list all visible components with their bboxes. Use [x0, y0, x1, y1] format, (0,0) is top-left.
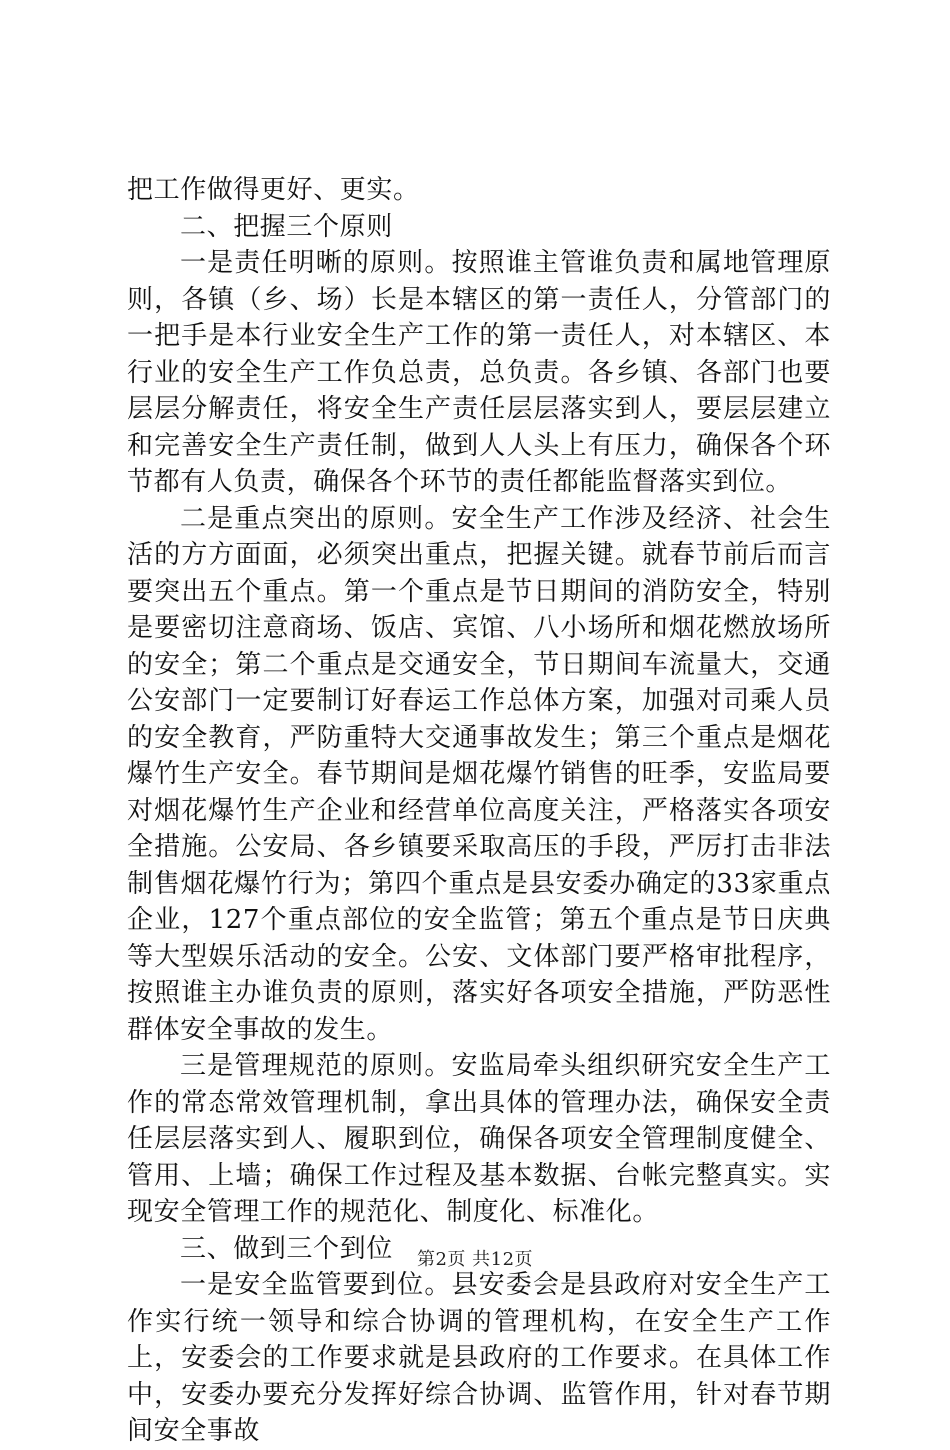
paragraph-in-place-one: 一是安全监管要到位。县安委会是县政府对安全生产工作实行统一领导和综合协调的管理机构，在安全生产工作上，安委会的工作要求就是县政府的工作要求。在具体工作中，安委办要充分发挥好综合协调、监管作用，针对春节期间安全事故	[127, 1270, 831, 1446]
paragraph-principle-two: 二是重点突出的原则。安全生产工作涉及经济、社会生活的方方面面，必须突出重点，把握关键。就春节前后而言要突出五个重点。第一个重点是节日期间的消防安全，特别是要密切注意商场、饭店、宾馆、八小场所和烟花燃放场所的安全；第二个重点是交通安全，节日期间车流量大，交通公安部门一定要制订好春运工作总体方案，加强对司乘人员的安全教育，严防重特大交通事故发生；第三个重点是烟花爆竹生产安全。春节期间是烟花爆竹销售的旺季，安监局要对烟花爆竹生产企业和经营单位高度关注，严格落实各项安全措施。公安局、各乡镇要采取高压的手段，严厉打击非法制售烟花爆竹行为；第四个重点是县安委办确定的33家重点企业，127个重点部位的安全监管；第五个重点是节日庆典等大型娱乐活动的安全。公安、文体部门要严格审批程序，按照谁主办谁负责的原则，落实好各项安全措施，严防恶性群体安全事故的发生。	[127, 503, 831, 1045]
section-heading-three: 三、做到三个到位	[180, 1233, 393, 1264]
page-footer: 第2页 共12页	[416, 1249, 534, 1270]
paragraph-principle-one: 一是责任明晰的原则。按照谁主管谁负责和属地管理原则，各镇（乡、场）长是本辖区的第一责任人，分管部门的一把手是本行业安全生产工作的第一责任人，对本辖区、本行业的安全生产工作负总责，总负责。各乡镇、各部门也要层层分解责任，将安全生产责任层层落实到人，要层层建立和完善安全生产责任制，做到人人头上有压力，确保各个环节都有人负责，确保各个环节的责任都能监督落实到位。	[127, 248, 831, 497]
paragraph-continuation: 把工作做得更好、更实。	[127, 175, 420, 205]
paragraph-principle-three: 三是管理规范的原则。安监局牵头组织研究安全生产工作的常态常效管理机制，拿出具体的管理办法，确保安全责任层层落实到人、履职到位，确保各项安全管理制度健全、管用、上墙；确保工作过程及基本数据、台帐完整真实。实现安全管理工作的规范化、制度化、标准化。	[127, 1051, 831, 1227]
section-heading-two: 二、把握三个原则	[180, 211, 393, 242]
